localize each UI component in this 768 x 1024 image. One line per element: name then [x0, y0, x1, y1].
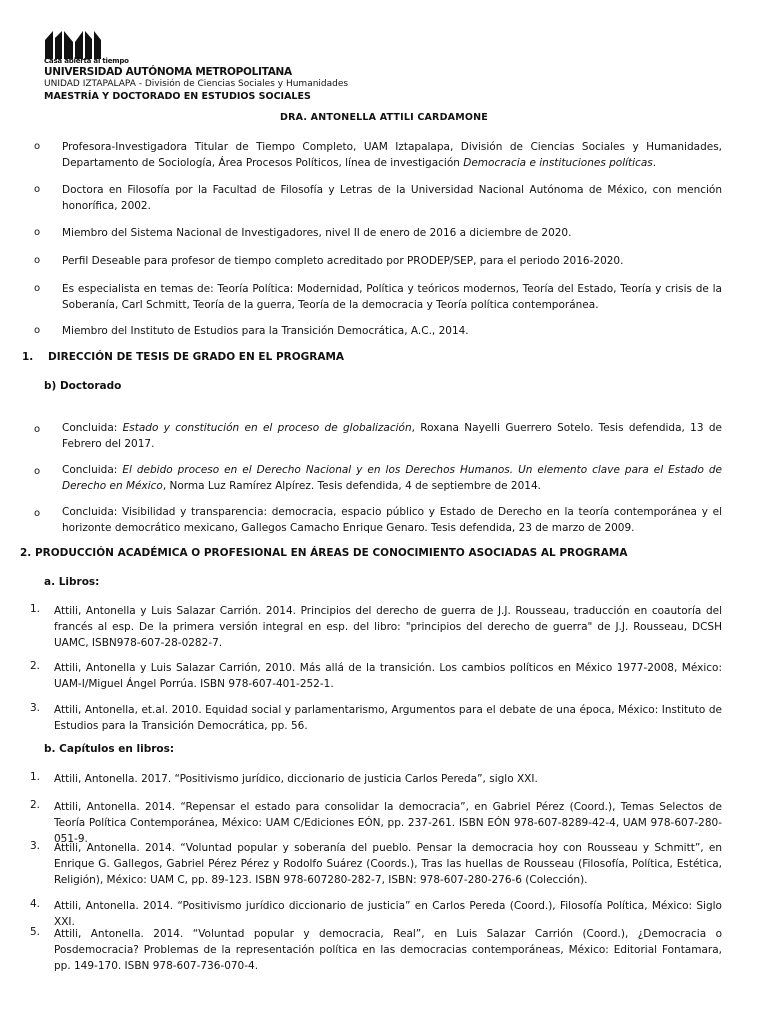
bullet-marker: o [34, 227, 41, 238]
bullet-marker: o [34, 141, 41, 152]
bullet-marker: o [34, 283, 41, 294]
chapter-item-4: Attili, Antonella. 2014. “Positivismo jurídico diccionario de justicia” en Carlos Pereda (Coord.), Filosofía Política, México: Siglo XXI. [54, 900, 722, 928]
profile-item-italic: Democracia e instituciones políticas [463, 157, 653, 169]
book-number: 1. [30, 603, 41, 615]
section-2-sub-books: a. Libros: [44, 576, 100, 588]
book-item-1: Attili, Antonella y Luis Salazar Carrión. 2014. Principios del derecho de guerra de J.J. Rousseau, traducción en coautoría del francés al esp. De la primera versión integral en esp. del libro: "principios del derecho de guerra" de J.J. Rousseau, DCSH UAMC, ISBN978-607-28-0282-7. [54, 605, 722, 649]
section-2-title: 2. PRODUCCIÓN ACADÉMICA O PROFESIONAL EN ÁREAS DE CONOCIMIENTO ASOCIADAS AL PROGRAMA [20, 547, 628, 559]
thesis-text-post: , Norma Luz Ramírez Alpírez. Tesis defendida, 4 de septiembre de 2014. [162, 480, 541, 492]
thesis-text: Concluida: [62, 464, 123, 476]
bullet-marker: o [34, 466, 41, 477]
chapter-number: 1. [30, 771, 41, 783]
section-1-number: 1. [22, 351, 34, 363]
chapter-item-3: Attili, Antonella. 2014. “Voluntad popular y soberanía del pueblo. Pensar la democracia hoy con Rousseau y Schmitt”, en Enrique G. Gallegos, Gabriel Pérez Pérez y Rodolfo Suárez (Coords.), Tras las huellas de Rousseau (Filosofía, Política, Estética, Religión), México: UAM C, pp. 89-123. ISBN 978-607280-282-7, ISBN: 978-607-280-276-6 (Colección). [54, 842, 722, 886]
thesis-item-3: Concluida: Visibilidad y transparencia: democracia, espacio público y Estado de Derecho en la teoría contemporánea y el horizonte democrático mexicano, Gallegos Camacho Enrique Genaro. Tesis defendida, 23 de marzo de 2009. [62, 506, 722, 534]
bullet-marker: o [34, 255, 41, 266]
university-name: UNIVERSIDAD AUTÓNOMA METROPOLITANA [44, 66, 292, 78]
thesis-title: El debido proceso en el Derecho Nacional y en los Derechos Humanos. Un elemento clave para el Estado de Derecho en México [62, 464, 722, 492]
section-2-sub-chapters: b. Capítulos en libros: [44, 743, 175, 755]
profile-item-3: Miembro del Sistema Nacional de Investigadores, nivel II de enero de 2016 a diciembre de 2020. [62, 227, 572, 239]
bullet-marker: o [34, 325, 41, 336]
thesis-text: Concluida: [62, 422, 123, 434]
profile-item-5: Es especialista en temas de: Teoría Política: Modernidad, Política y teóricos modernos, Teoría del Estado, Teoría y crisis de la Soberanía, Carl Schmitt, Teoría de la guerra, Teoría de la democracia y Teoría política contemporánea. [62, 283, 722, 311]
chapter-item-1: Attili, Antonella. 2017. “Positivismo jurídico, diccionario de justicia Carlos Pereda”, siglo XXI. [54, 773, 538, 785]
section-1-title: DIRECCIÓN DE TESIS DE GRADO EN EL PROGRAMA [48, 351, 345, 363]
chapter-number: 4. [30, 898, 41, 910]
thesis-text-post: , Roxana Nayelli Guerrero Sotelo. Tesis defendida, 13 de Febrero del 2017. [62, 422, 722, 450]
book-number: 3. [30, 702, 41, 714]
document-title: DRA. ANTONELLA ATTILI CARDAMONE [280, 112, 488, 123]
unit-division: UNIDAD IZTAPALAPA - División de Ciencias Sociales y Humanidades [44, 79, 349, 89]
program-name: MAESTRÍA Y DOCTORADO EN ESTUDIOS SOCIALES [44, 91, 311, 102]
uam-logo-icon [43, 30, 103, 60]
logo-tagline: Casa abierta al tiempo [44, 57, 129, 65]
bullet-marker: o [34, 508, 41, 519]
book-item-3: Attili, Antonella, et.al. 2010. Equidad social y parlamentarismo, Argumentos para el debate de una época, México: Instituto de Estudios para la Transición Democrática, pp. 56. [54, 704, 722, 732]
profile-item-post: . [652, 157, 657, 169]
book-item-2: Attili, Antonella y Luis Salazar Carrión, 2010. Más allá de la transición. Los cambios políticos en México 1977-2008, México: UAM-I/Miguel Ángel Porrúa. ISBN 978-607-401-252-1. [54, 662, 722, 690]
chapter-number: 3. [30, 840, 41, 852]
chapter-number: 5. [30, 926, 41, 938]
chapter-item-5: Attili, Antonella. 2014. “Voluntad popular y democracia, Real”, en Luis Salazar Carrión (Coord.), ¿Democracia o Posdemocracia? Problemas de la representación política en las democracias contemporáneas, México: Editorial Fontamara, pp. 149-170. ISBN 978-607-736-070-4. [54, 928, 722, 972]
profile-item-6: Miembro del Instituto de Estudios para la Transición Democrática, A.C., 2014. [62, 325, 469, 337]
profile-item-1 [62, 139, 722, 171]
bullet-marker: o [34, 184, 41, 195]
bullet-marker: o [34, 424, 41, 435]
chapter-number: 2. [30, 799, 41, 811]
thesis-title: Estado y constitución en el proceso de globalización [122, 422, 412, 434]
profile-item-2: Doctora en Filosofía por la Facultad de Filosofía y Letras de la Universidad Nacional Autónoma de México, con mención honorífica, 2002. [62, 184, 722, 212]
profile-item-text: Profesora-Investigadora Titular de Tiempo Completo, UAM Iztapalapa, División de Ciencias Sociales y Humanidades, Departamento de Sociología, Área Procesos Políticos, línea de investigación [62, 141, 722, 169]
profile-item-4: Perfil Deseable para profesor de tiempo completo acreditado por PRODEP/SEP, para el periodo 2016-2020. [62, 255, 624, 267]
thesis-item-1 [62, 420, 722, 452]
book-number: 2. [30, 660, 41, 672]
chapter-item-2: Attili, Antonella. 2014. “Repensar el estado para consolidar la democracia”, en Gabriel Pérez (Coord.), Temas Selectos de Teoría Política Contemporánea, México: UAM C/Ediciones EÓN, pp. 237-261. ISBN EÓN 978-607-8289-42-4, UAM 978-607-280-051-9. [54, 801, 722, 845]
section-1-subheading: b) Doctorado [44, 380, 122, 392]
thesis-item-2 [62, 462, 722, 494]
